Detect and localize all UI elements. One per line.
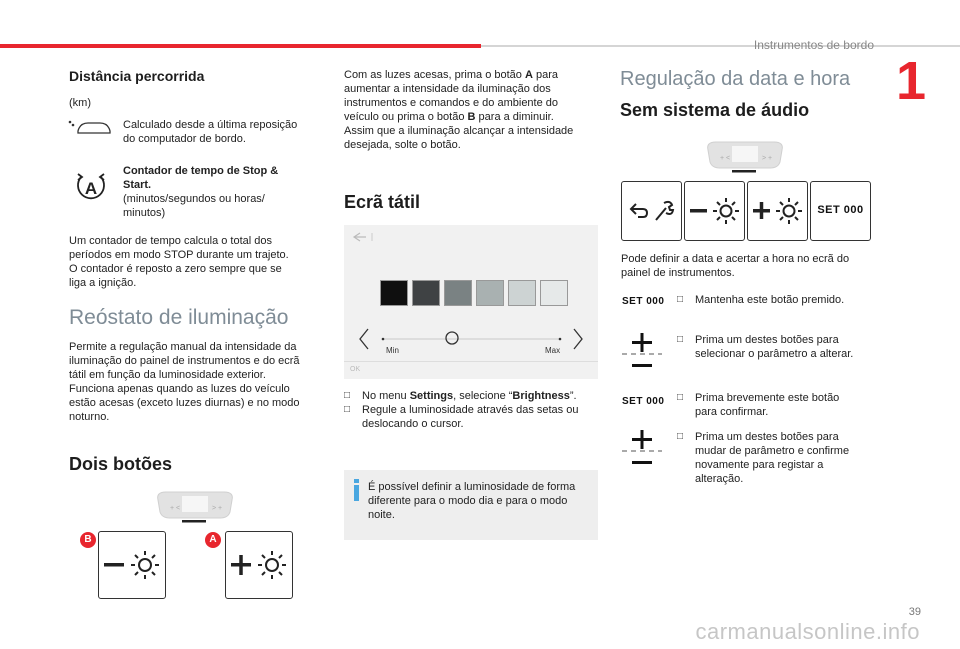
- info-line-1: É possível definir a luminosidade de forma: [368, 481, 576, 493]
- header-accent-bar: [0, 44, 481, 48]
- step-4-text-3: novamente para registar a: [695, 459, 824, 471]
- bullet-marker: □: [677, 431, 684, 442]
- intro-line-6: desejada, solte o botão.: [344, 139, 461, 151]
- bullet-marker: □: [677, 294, 684, 305]
- distance-desc-1: Calculado desde a última reposição: [123, 119, 298, 131]
- adjust-instruction-2: deslocando o cursor.: [362, 418, 464, 430]
- minus-brightness-icon: [99, 532, 165, 598]
- ok-button[interactable]: OK: [350, 366, 361, 373]
- minus-brightness-button[interactable]: [684, 181, 745, 241]
- rheostat-title: Reóstato de iluminação: [69, 306, 289, 329]
- set-000-icon: SET 000: [622, 396, 665, 407]
- stopstart-title-2: Start.: [123, 179, 152, 191]
- brightness-swatch[interactable]: [508, 280, 536, 306]
- stopstart-desc-1: (minutos/segundos ou horas/: [123, 193, 265, 205]
- button-a-badge: A: [205, 532, 221, 548]
- info-line-2: diferente para o modo dia e para o modo: [368, 495, 568, 507]
- slider-thumb: [446, 332, 458, 344]
- rheostat-paragraph-6: noturno.: [69, 411, 110, 423]
- rheostat-paragraph-5: estão acesas (exceto luzes diurnas) e no modo: [69, 397, 300, 409]
- stopstart-title-1: Contador de tempo de Stop &: [123, 165, 279, 177]
- return-wrench-icon: [622, 182, 681, 240]
- plus-minus-icon: [622, 430, 662, 470]
- svg-text:> +: > +: [212, 505, 223, 512]
- button-b-badge: B: [80, 532, 96, 548]
- brightness-swatch[interactable]: [540, 280, 568, 306]
- brightness-swatch[interactable]: [380, 280, 408, 306]
- date-time-title: Regulação da data e hora: [620, 68, 851, 90]
- plus-brightness-icon: [226, 532, 292, 598]
- brightness-swatch[interactable]: [412, 280, 440, 306]
- return-wrench-button[interactable]: [621, 181, 682, 241]
- no-audio-subtitle: Sem sistema de áudio: [620, 100, 810, 120]
- set-000-label: SET 000: [817, 204, 864, 216]
- rheostat-paragraph-1: Permite a regulação manual da intensidade da: [69, 341, 297, 353]
- intro-line-5: Assim que a iluminação alcançar a intensidade: [344, 125, 574, 137]
- rheostat-paragraph-2: iluminação do painel de instrumentos e do ecrã: [69, 355, 300, 367]
- bullet-marker: □: [677, 392, 684, 403]
- step-2-text-2: selecionar o parâmetro a alterar.: [695, 348, 854, 360]
- svg-text:> +: > +: [762, 155, 773, 162]
- rheostat-paragraph-4: Funciona apenas quando as luzes do veículo: [69, 383, 290, 395]
- bullet-marker: □: [344, 404, 351, 415]
- date-intro-1: Pode definir a data e acertar a hora no ecrã do: [621, 253, 850, 265]
- step-1-text: Mantenha este botão premido.: [695, 294, 845, 306]
- date-intro-2: painel de instrumentos.: [621, 267, 735, 279]
- step-4-text-4: alteração.: [695, 473, 744, 485]
- settings-instruction: No menu Settings, selecione “Brightness”.: [362, 390, 577, 402]
- info-note-box: [344, 470, 598, 540]
- distance-title: Distância percorrida: [69, 68, 205, 84]
- touch-screen-title: Ecrã tátil: [344, 192, 421, 212]
- step-4-text-1: Prima um destes botões para: [695, 431, 839, 443]
- page-number: 39: [908, 606, 921, 618]
- set-000-button[interactable]: [810, 181, 871, 241]
- stopstart-desc-2: minutos): [123, 207, 166, 219]
- bullet-marker: □: [344, 390, 351, 401]
- plus-brightness-button[interactable]: [747, 181, 808, 241]
- minus-brightness-icon: [685, 182, 744, 240]
- rheostat-paragraph-3: tátil em função da luminosidade exterior.: [69, 369, 266, 381]
- slider-left-arrow-icon: [360, 329, 368, 349]
- info-line-3: noite.: [368, 509, 395, 521]
- odometer-car-icon: [66, 118, 114, 138]
- svg-text:+ <: + <: [170, 505, 181, 512]
- brightness-decrease-button[interactable]: [98, 531, 166, 599]
- counter-paragraph-1: Um contador de tempo calcula o total dos: [69, 235, 273, 247]
- brightness-swatch[interactable]: [476, 280, 504, 306]
- instrument-panel-illustration: [702, 140, 788, 176]
- instrument-panel-illustration: [152, 490, 238, 526]
- intro-line-4: veículo ou prima o botão B para a diminuir.: [344, 111, 554, 123]
- intro-line-2: aumentar a intensidade da iluminação dos: [344, 83, 551, 95]
- slider-right-arrow-icon: [574, 329, 582, 349]
- step-3-text-2: para confirmar.: [695, 406, 769, 418]
- svg-text:A: A: [84, 179, 98, 198]
- counter-paragraph-3: O contador é reposto a zero sempre que se: [69, 263, 282, 275]
- distance-desc-2: do computador de bordo.: [123, 133, 246, 145]
- info-icon: [352, 479, 362, 501]
- brightness-increase-button[interactable]: [225, 531, 293, 599]
- touchscreen-brightness-illustration: [344, 225, 598, 379]
- intro-line-3: instrumentos e comandos e do ambiente do: [344, 97, 559, 109]
- watermark: carmanualsonline.info: [695, 619, 920, 644]
- step-2-text-1: Prima um destes botões para: [695, 334, 839, 346]
- svg-text:+ <: + <: [720, 155, 731, 162]
- distance-unit: (km): [69, 97, 91, 109]
- counter-paragraph-4: liga a ignição.: [69, 277, 137, 289]
- bullet-marker: □: [677, 334, 684, 345]
- header-title: Instrumentos de bordo: [753, 38, 874, 52]
- header-rule: [481, 45, 960, 47]
- two-buttons-title: Dois botões: [69, 454, 173, 474]
- chapter-number: 1: [896, 51, 927, 111]
- brightness-swatch[interactable]: [444, 280, 472, 306]
- step-3-text-1: Prima brevemente este botão: [695, 392, 840, 404]
- adjust-instruction-1: Regule a luminosidade através das setas ou: [362, 404, 579, 416]
- back-arrow-icon[interactable]: [350, 231, 376, 243]
- plus-brightness-icon: [748, 182, 807, 240]
- stop-start-icon: [73, 168, 109, 204]
- plus-minus-icon: [622, 333, 662, 373]
- counter-paragraph-2: períodos em modo STOP durante um trajeto.: [69, 249, 289, 261]
- step-4-text-2: mudar de parâmetro e confirme: [695, 445, 850, 457]
- slider-max-label: Max: [545, 346, 561, 355]
- set-000-icon: SET 000: [622, 296, 665, 307]
- slider-min-label: Min: [386, 346, 399, 355]
- intro-line-1: Com as luzes acesas, prima o botão A para: [344, 69, 559, 81]
